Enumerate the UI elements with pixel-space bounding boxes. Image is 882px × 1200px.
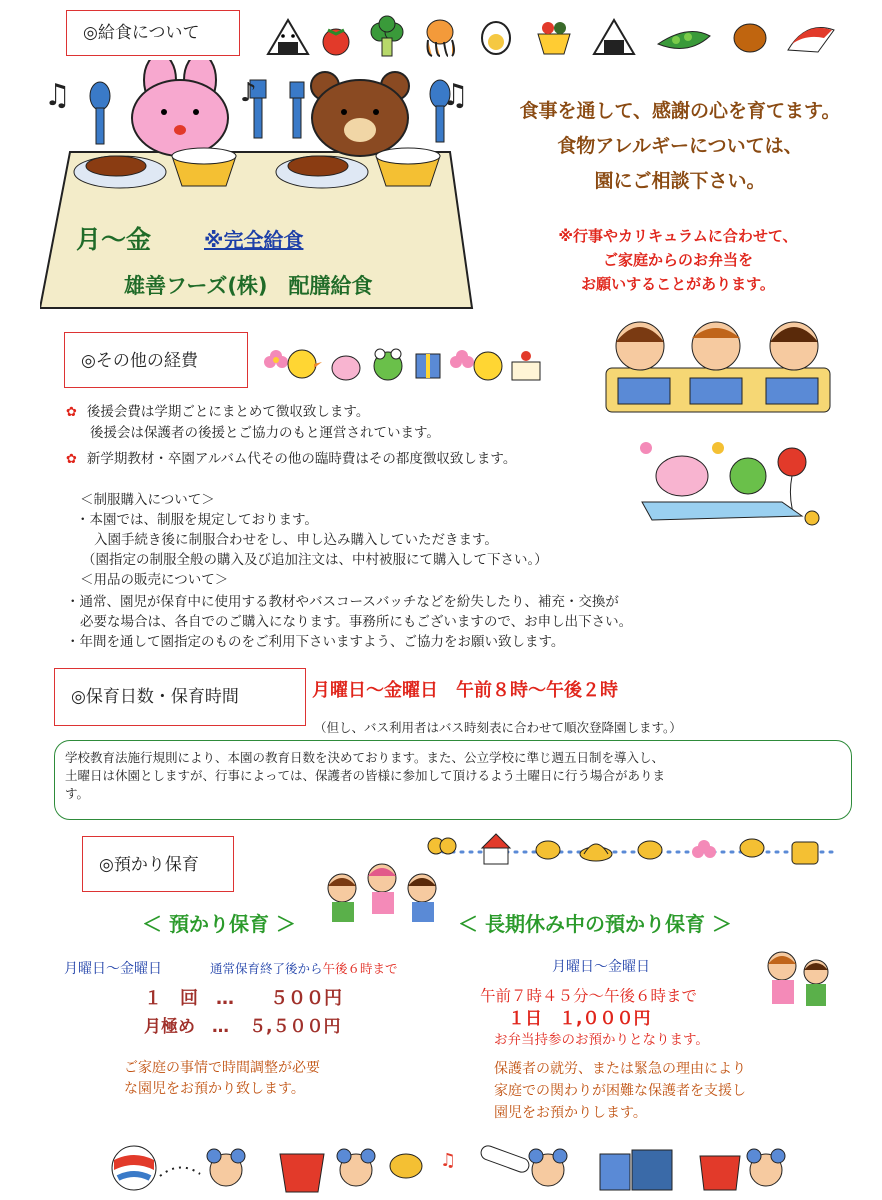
uniform-title: ＜制服購入について＞ <box>80 492 215 508</box>
childcare-right-lunch: お弁当持参のお預かりとなります。 <box>494 1032 709 1048</box>
cost-item-1: ✿ 後援会費は学期ごとにまとめて徴収致します。 <box>66 404 370 420</box>
croquette-icon <box>734 24 766 52</box>
lunch-note-line-2: ご家庭からのお弁当を <box>602 251 753 269</box>
bottom-toys-border <box>100 1140 800 1196</box>
goods-title: ＜用品の販売について＞ <box>80 572 229 588</box>
lunch-provider: 雄善フーズ(株) 配膳給食 <box>124 274 373 298</box>
hamburg-plate-icon-2 <box>276 156 368 188</box>
uniform-line-3: （園指定の制服全般の購入及び追加注文は、中村被服にて購入して下さい。） <box>82 552 548 568</box>
flower-icon-2 <box>450 350 474 368</box>
icons-garland <box>424 828 844 872</box>
music-note-icon-3: ♫ <box>442 78 469 113</box>
cake-icon <box>512 351 540 380</box>
butterfly-icon <box>428 838 456 854</box>
flowers-chicks-row <box>262 342 552 386</box>
fork-icon-2 <box>290 82 304 138</box>
bear-character-icon <box>311 72 409 156</box>
school-days-line-1: 学校教育法施行規則により、本園の教育日数を決めております。また、公立学校に準じ週五日制を導入し、 <box>65 750 665 765</box>
octopus-icon <box>427 20 454 56</box>
childcare-right-title: ＜ 長期休み中の預かり保育 ＞ <box>458 912 732 936</box>
flower-icon <box>264 350 288 368</box>
right-desc-line-2: 家庭での関わりが困難な保護者を支援し <box>494 1083 746 1099</box>
uniform-line-1: ・本園では、制服を規定しております。 <box>76 512 318 528</box>
egg-icon <box>482 22 510 54</box>
castanets-icon <box>390 1154 422 1178</box>
hours-heading: ◎保育日数・保育時間 <box>54 668 306 726</box>
goods-line-3: ・年間を通して園指定のものをご利用下さいますよう、ご協力をお願い致します。 <box>66 634 565 650</box>
fee-monthly: 月極め … ５,５００円 <box>144 1017 341 1037</box>
lunch-note-line-1: ※行事やカリキュラムに合わせて、 <box>558 227 798 245</box>
animals-airplane-illustration <box>632 436 832 532</box>
lunch-lead-line-3: 園にご相談下さい。 <box>594 170 766 192</box>
fee-per-time: １ 回 … ５００円 <box>144 988 342 1009</box>
cost-item-2: 後援会は保護者の後援とご協力のもと運営されています。 <box>90 425 440 441</box>
chick-icon-2 <box>474 352 502 380</box>
tomato-icon <box>323 29 349 55</box>
childcare-right-time: 午前７時４５分～午後６時まで <box>480 987 698 1005</box>
onigiri-icon <box>268 20 308 54</box>
flower-bullet-icon-2: ✿ <box>66 452 77 467</box>
gift-icon <box>416 354 440 378</box>
flower-icon-3 <box>692 840 716 858</box>
right-desc-line-1: 保護者の就労、または緊急の理由により <box>494 1061 746 1077</box>
lunch-heading: ◎給食について <box>66 10 240 56</box>
mouse-icon-3 <box>529 1149 567 1186</box>
lunch-lead-line-1: 食事を通して、感謝の心を育てます。 <box>519 100 841 122</box>
school-days-line-2: 土曜日は休園としますが、行事によっては、保護者の皆様に参加して頂けるよう土曜日に行う場合がありま <box>65 768 666 783</box>
hat-icon <box>580 844 612 861</box>
hamburg-plate-icon <box>74 156 166 188</box>
bat-icon <box>479 1144 531 1174</box>
lunch-lead-line-2: 食物アレルギーについては、 <box>557 135 803 157</box>
sushi-icon <box>788 28 834 53</box>
spoon-icon <box>90 82 110 144</box>
uniform-line-2: 入園手続き後に制服合わせをし、申し込み購入していただきます。 <box>94 532 498 548</box>
rice-bowl-icon <box>172 148 236 186</box>
hours-note: （但し、バス利用者はバス時刻表に合わせて順次登降園します。） <box>314 720 682 735</box>
lunch-note-line-3: お願いすることがあります。 <box>581 275 775 293</box>
bag-icon-2 <box>792 842 818 864</box>
flower-bullet-icon: ✿ <box>66 405 77 420</box>
pea-pod-icon <box>658 32 710 49</box>
svg-text:♫: ♫ <box>440 1150 457 1171</box>
bag-icon <box>332 356 360 380</box>
mouse-icon-4 <box>747 1149 785 1186</box>
lunch-days: 月～金 <box>76 225 152 254</box>
kids-eating-illustration <box>604 308 832 414</box>
food-icons-row <box>258 14 858 64</box>
music-note-icon: ♫ <box>44 78 71 113</box>
childcare-heading: ◎預かり保育 <box>82 836 234 892</box>
hours-time: 月曜日～金曜日 午前８時～午後２時 <box>312 680 618 701</box>
shovel-icon <box>700 1156 740 1190</box>
school-days-line-3: す。 <box>65 786 90 801</box>
onigiri-icon-2 <box>594 20 634 54</box>
chick-icon <box>288 350 322 378</box>
childcare-left-days: 月曜日～金曜日 <box>64 961 162 977</box>
childcare-right-fee: １日 １,０００円 <box>508 1009 651 1029</box>
broccoli-icon <box>371 16 403 56</box>
rabbit-character-icon <box>132 60 228 156</box>
bee-icon-2 <box>638 841 662 859</box>
house-icon <box>482 834 510 864</box>
goods-line-1: ・通常、園児が保育中に使用する教材やバスコースバッチなどを紛失したり、補充・交換が <box>66 594 619 610</box>
childcare-right-days: 月曜日～金曜日 <box>552 959 650 975</box>
childcare-left-title: ＜ 預かり保育 ＞ <box>142 912 296 936</box>
mouse-icon <box>207 1149 245 1186</box>
box-icon <box>600 1150 672 1190</box>
ball-icon <box>112 1146 156 1190</box>
school-days-box <box>54 740 852 820</box>
kids-playing-illustration <box>322 858 442 928</box>
left-desc-line-2: な園児をお預かり致します。 <box>124 1081 305 1097</box>
rice-bowl-icon-2 <box>376 148 440 186</box>
other-costs-heading: ◎その他の経費 <box>64 332 248 388</box>
right-desc-line-3: 園児をお預かりします。 <box>494 1105 647 1121</box>
childcare-left-time: 通常保育終了後から午後６時まで <box>210 961 398 976</box>
mouse-icon-2 <box>337 1149 375 1186</box>
left-desc-line-1: ご家庭の事情で時間調整が必要 <box>124 1060 320 1076</box>
music-note-icon-2: ♪ <box>240 78 257 108</box>
goods-line-2: 必要な場合は、各自でのご購入になります。事務所にもございますので、お申し出下さい。 <box>80 614 633 630</box>
cost-item-3: ✿ 新学期教材・卒園アルバム代その他の臨時費はその都度徴収致します。 <box>66 451 517 467</box>
music-notes-icon <box>440 1150 456 1171</box>
frog-icon <box>374 349 402 380</box>
lunch-full-meal: ※完全給食 <box>204 228 304 252</box>
two-kids-walking-illustration <box>758 948 838 1018</box>
bee-icon-3 <box>740 839 764 857</box>
bee-icon <box>536 841 560 859</box>
bucket-icon <box>280 1154 324 1192</box>
bowl-icon <box>538 22 570 54</box>
